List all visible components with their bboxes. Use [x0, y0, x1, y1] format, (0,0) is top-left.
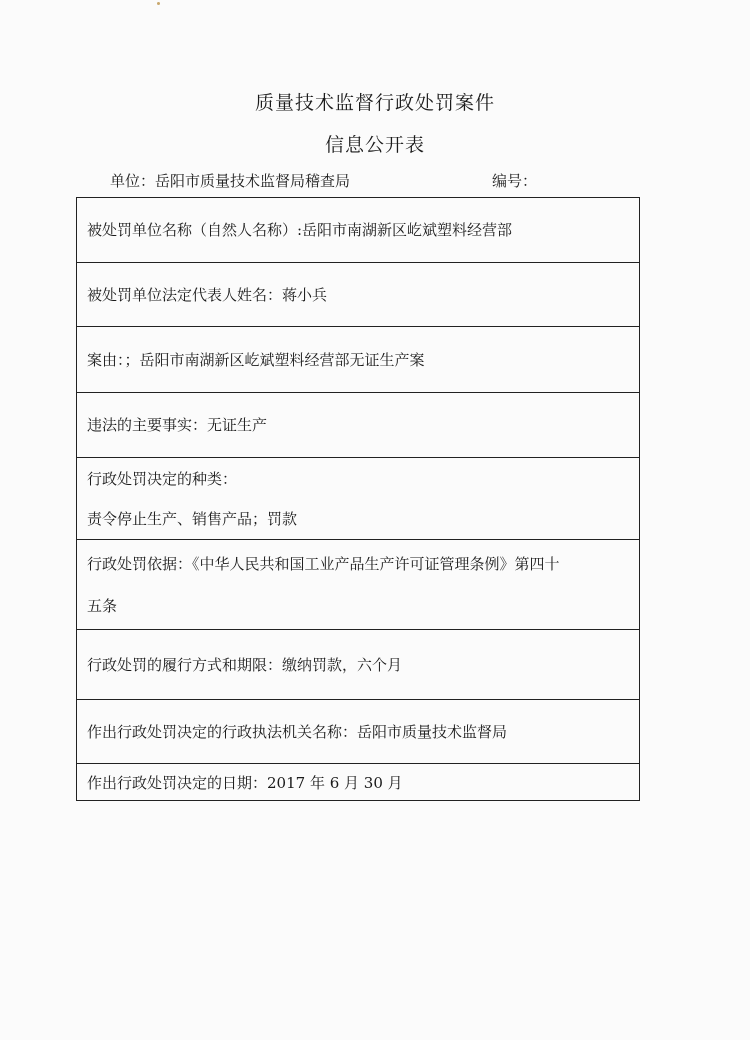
row-case-cause	[77, 327, 639, 393]
header-line	[110, 170, 670, 192]
row-text: 作出行政处罚决定的行政执法机关名称：岳阳市质量技术监督局	[87, 722, 508, 741]
row-label: 行政处罚决定的种类：	[87, 470, 238, 488]
info-table	[76, 197, 640, 801]
row-penalty-basis	[77, 540, 639, 630]
paper-speck	[157, 2, 160, 5]
row-penalized-entity-name	[77, 198, 639, 263]
row-main-facts	[77, 393, 639, 458]
serial-number-label: 编号：	[492, 172, 538, 190]
unit-label: 单位：岳阳市质量技术监督局稽查局	[110, 172, 351, 190]
row-text: 被处罚单位法定代表人姓名：蒋小兵	[87, 285, 328, 304]
row-text-line2: 五条	[87, 597, 118, 615]
row-value: 责令停止生产、销售产品；罚款	[87, 510, 298, 528]
row-text: 被处罚单位名称（自然人名称）:岳阳市南湖新区屹斌塑料经营部	[87, 221, 513, 239]
document-title: 质量技术监督行政处罚案件	[254, 92, 495, 114]
row-text: 作出行政处罚决定的日期：2017 年 6 月 30 月	[87, 774, 403, 792]
row-text: 违法的主要事实：无证生产	[87, 416, 268, 434]
row-legal-representative	[77, 263, 639, 327]
row-text-line1: 行政处罚依据：《中华人民共和国工业产品生产许可证管理条例》第四十	[87, 555, 560, 573]
row-performance-method	[77, 630, 639, 700]
row-text: 行政处罚的履行方式和期限：缴纳罚款，六个月	[87, 655, 403, 674]
document-subtitle: 信息公开表	[324, 134, 425, 156]
row-text: 案由：；岳阳市南湖新区屹斌塑料经营部无证生产案	[87, 350, 425, 369]
row-enforcement-agency	[77, 700, 639, 764]
row-decision-date	[77, 764, 639, 802]
row-penalty-type	[77, 458, 639, 540]
